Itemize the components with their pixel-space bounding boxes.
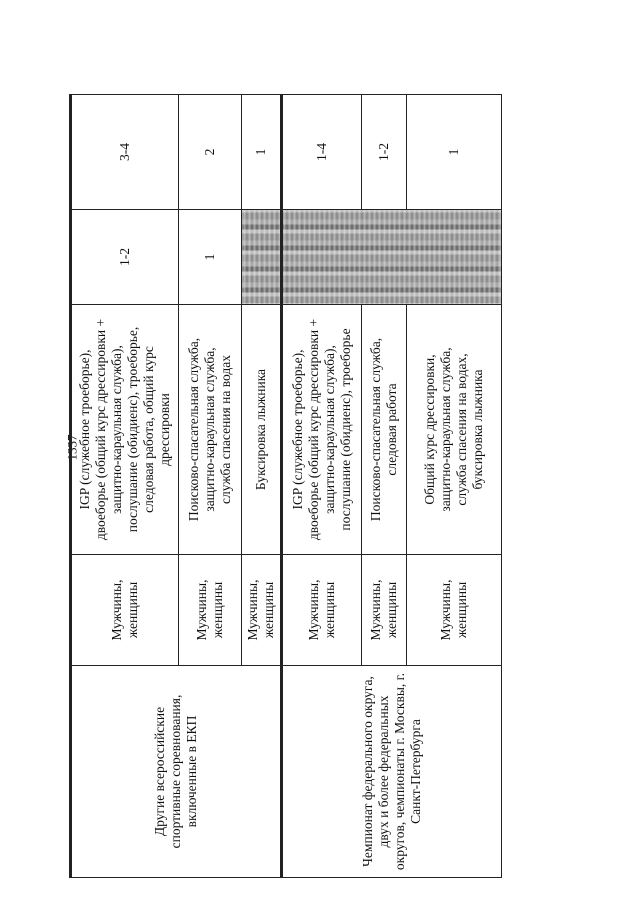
gender-cell: Мужчины, женщины	[406, 555, 501, 666]
discipline-cell: IGP (служебное троеборье), двоеборье (общий курс дрессировки + защитно-караульная служба), послушание (обидиенс), троеборье, следовая работа, общий курс дрессировки	[71, 305, 179, 555]
gender-cell: Мужчины, женщины	[281, 555, 361, 666]
table-row	[71, 95, 179, 878]
place-cell: 2	[179, 95, 242, 210]
discipline-cell: Общий курс дрессировки, защитно-караульная служба, служба спасения на водах, буксировка лыжника	[406, 305, 501, 555]
gender-cell: Мужчины, женщины	[179, 555, 242, 666]
table-row	[281, 95, 361, 878]
gender-cell: Мужчины, женщины	[71, 555, 179, 666]
shaded-empty-cell	[281, 210, 501, 305]
gender-cell: Мужчины, женщины	[242, 555, 282, 666]
page-number: 1337	[64, 434, 80, 461]
shaded-empty-cell	[242, 210, 282, 305]
discipline-cell: Буксировка лыжника	[242, 305, 282, 555]
rotated-page-content	[69, 95, 497, 878]
place-cell: 1-2	[71, 210, 179, 305]
competition-table	[69, 94, 502, 878]
place-cell: 1-4	[281, 95, 361, 210]
discipline-cell: Поисково-спасательная служба, следовая работа	[361, 305, 406, 555]
place-cell: 3-4	[71, 95, 179, 210]
discipline-cell: IGP (служебное троеборье), двоеборье (общий курс дрессировки + защитно-караульная служба), послушание (обидиенс), троеборье	[281, 305, 361, 555]
place-cell: 1-2	[361, 95, 406, 210]
place-cell: 1	[406, 95, 501, 210]
discipline-cell: Поисково-спасательная служба, защитно-караульная служба, служба спасения на водах	[179, 305, 242, 555]
category-cell: Чемпионат федерального округа, двух и более федеральных округов, чемпионаты г. Москвы, г. Санкт-Петербурга	[281, 666, 501, 878]
category-cell: Другие всероссийские спортивные соревнования, включенные в ЕКП	[71, 666, 282, 878]
place-cell: 1	[179, 210, 242, 305]
place-cell: 1	[242, 95, 282, 210]
gender-cell: Мужчины, женщины	[361, 555, 406, 666]
